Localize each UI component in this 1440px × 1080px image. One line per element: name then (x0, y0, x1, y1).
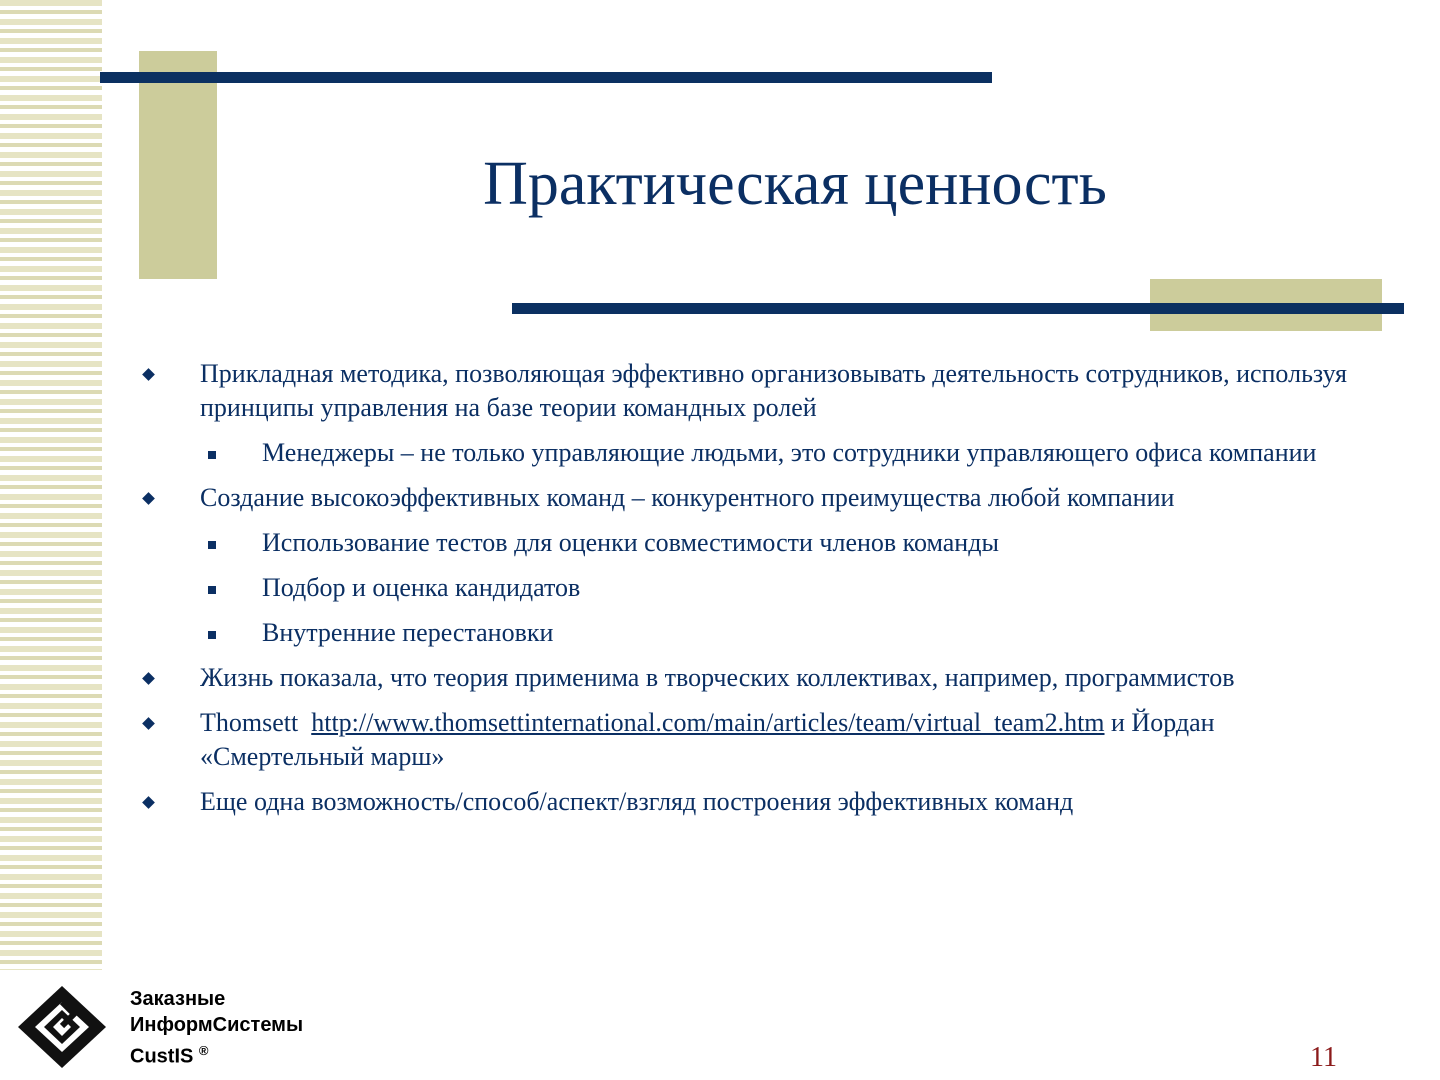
bullet-text: Создание высокоэффективных команд – конкурентного преимущества любой компании (200, 483, 1175, 512)
company-logo (14, 980, 354, 1075)
registered-mark: ® (198, 1043, 209, 1058)
sub-bullet-text: Подбор и оценка кандидатов (262, 573, 581, 602)
square-bullet-icon (208, 631, 216, 639)
company-name-line2: ИнформСистемы (130, 1014, 304, 1036)
custis-diamond-logo-icon (14, 980, 114, 1075)
bullet-item (140, 357, 1370, 425)
square-bullet-icon (208, 586, 216, 594)
company-name (130, 986, 303, 1070)
bullet-text: Еще одна возможность/способ/аспект/взгляд построения эффективных команд (200, 787, 1074, 816)
bullet-item (140, 661, 1370, 695)
bullet-text-prefix: Thomsett (200, 708, 299, 737)
sub-bullet-item (140, 526, 1370, 560)
left-decorative-strip (0, 0, 102, 970)
bullet-item (140, 706, 1370, 774)
sub-bullet-text: Внутренние перестановки (262, 618, 554, 647)
bullet-text: Жизнь показала, что теория применима в творческих коллективах, например, программистов (200, 663, 1235, 692)
diamond-bullet-icon (142, 672, 155, 685)
decorative-block-top (139, 51, 217, 279)
diamond-bullet-icon (142, 796, 155, 809)
sub-bullet-text: Менеджеры – не только управляющие людьми, это сотрудники управляющего офиса компании (262, 438, 1317, 467)
decorative-line-top (100, 72, 992, 83)
sub-bullet-item (140, 436, 1370, 470)
sub-bullet-item (140, 616, 1370, 650)
company-name-line1: Заказные (130, 988, 226, 1010)
page-number: 11 (1310, 1042, 1337, 1073)
sub-bullet-text: Использование тестов для оценки совместимости членов команды (262, 528, 999, 557)
diamond-bullet-icon (142, 492, 155, 505)
bullet-item (140, 481, 1370, 515)
diamond-bullet-icon (142, 368, 155, 381)
slide-title: Практическая ценность (483, 150, 1107, 218)
company-brand: CustIS (130, 1045, 194, 1068)
decorative-line-right (512, 303, 1404, 314)
square-bullet-icon (208, 541, 216, 549)
bullet-item (140, 785, 1370, 819)
company-name-line3 (130, 1038, 303, 1070)
thomsett-article-link[interactable]: http://www.thomsettinternational.com/main/articles/team/virtual_team2.htm (311, 708, 1105, 737)
diamond-bullet-icon (142, 717, 155, 730)
sub-bullet-item (140, 571, 1370, 605)
bullet-text-suffix: и Йордан «Смертельный марш» (200, 708, 1215, 771)
bullet-text: Прикладная методика, позволяющая эффективно организовывать деятельность сотрудников, используя принципы управления на базе теории командных ролей (200, 359, 1347, 422)
bullet-list (140, 357, 1370, 830)
square-bullet-icon (208, 451, 216, 459)
